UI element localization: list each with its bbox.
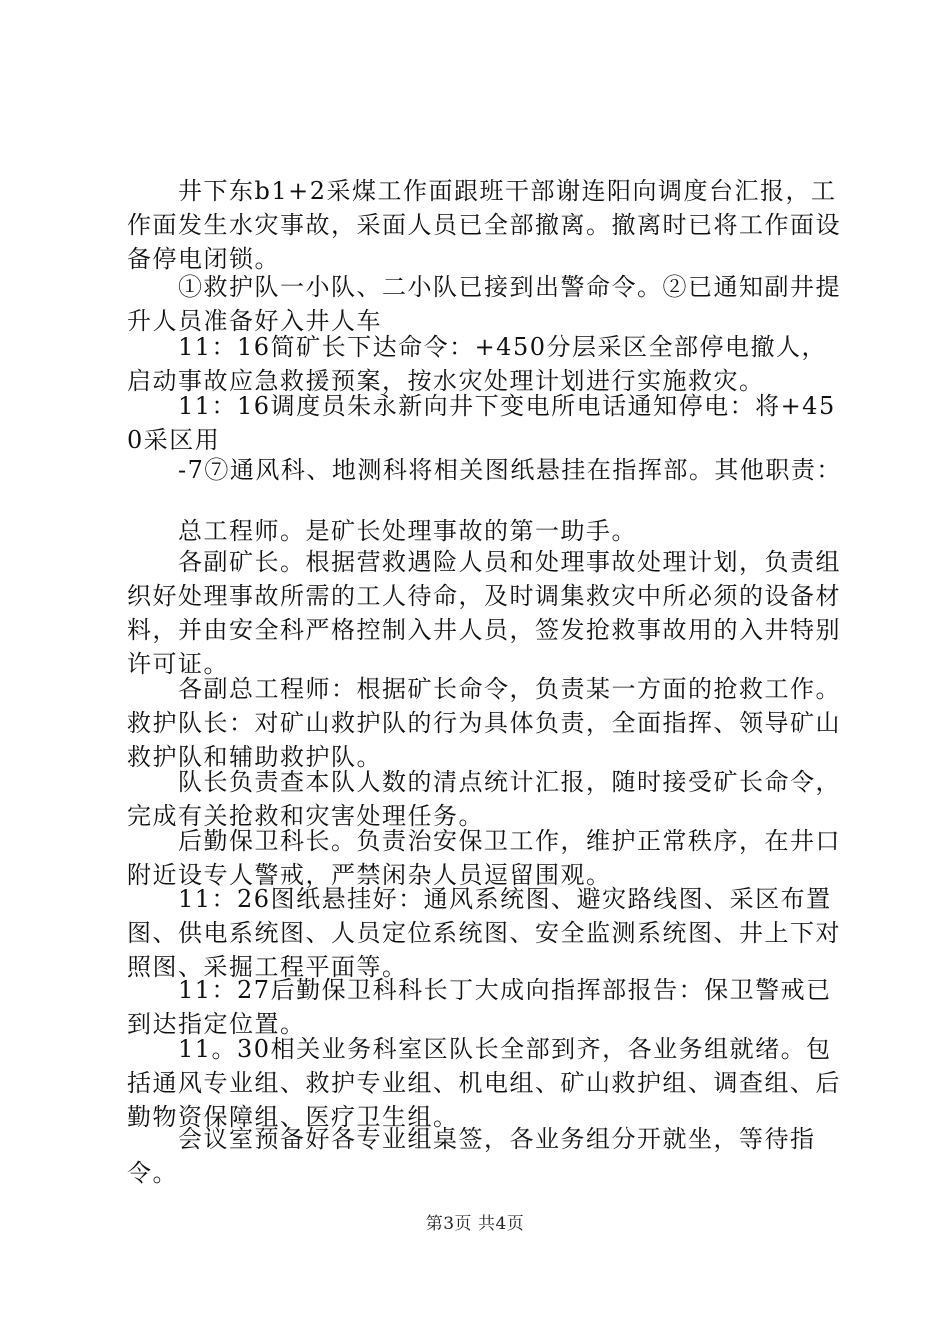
paragraph-10: 后勤保卫科长。负责治安保卫工作，维护正常秩序，在井口附近设专人警戒，严禁闲杂人员逗留围观。 xyxy=(127,827,841,889)
page-number-footer: 第3页 共4页 xyxy=(425,1214,525,1234)
paragraph-1: 井下东b1+2采煤工作面跟班干部谢连阳向调度台汇报，工作面发生水灾事故，采面人员已全部撤离。撤离时已将工作面设备停电闭锁。 xyxy=(127,177,841,273)
paragraph-14: 会议室预备好各专业组桌签，各业务组分开就坐，等待指令。 xyxy=(127,1125,816,1187)
paragraph-12: 11：27后勤保卫科科长丁大成向指挥部报告：保卫警戒已到达指定位置。 xyxy=(127,976,832,1038)
paragraph-8: 各副总工程师：根据矿长命令，负责某一方面的抢救工作。救护队长：对矿山救护队的行为具体负责，全面指挥、领导矿山救护队和辅助救护队。 xyxy=(127,675,841,771)
paragraph-9: 队长负责查本队人数的清点统计汇报，随时接受矿长命令，完成有关抢救和灾害处理任务。 xyxy=(127,768,841,830)
paragraph-11: 11：26图纸悬挂好：通风系统图、避灾路线图、采区布置图、供电系统图、人员定位系统图、安全监测系统图、井上下对照图、采掘工程平面等。 xyxy=(127,885,841,981)
paragraph-7: 各副矿长。根据营救遇险人员和处理事故处理计划，负责组织好处理事故所需的工人待命，及时调集救灾中所必须的设备材料，并由安全科严格控制入井人员，签发抢救事故用的入井特别许可证。 xyxy=(127,548,841,678)
paragraph-2: ①救护队一小队、二小队已接到出警命令。②已通知副井提升人员准备好入井人车 xyxy=(127,273,841,335)
paragraph-6: 总工程师。是矿长处理事故的第一助手。 xyxy=(127,517,637,545)
paragraph-3: 11：16简矿长下达命令：+450分层采区全部停电撤人，启动事故应急救援预案，按水灾处理计划进行实施救灾。 xyxy=(127,333,827,395)
paragraph-13: 11。30相关业务科室区队长全部到齐，各业务组就绪。包括通风专业组、救护专业组、机电组、矿山救护组、调查组、后勤物资保障组、医疗卫生组。 xyxy=(127,1035,841,1131)
paragraph-4: 11：16调度员朱永新向井下变电所电话通知停电：将+450采区用 xyxy=(127,392,836,454)
paragraph-5: -7⑦通风科、地测科将相关图纸悬挂在指挥部。其他职责： xyxy=(127,456,842,484)
